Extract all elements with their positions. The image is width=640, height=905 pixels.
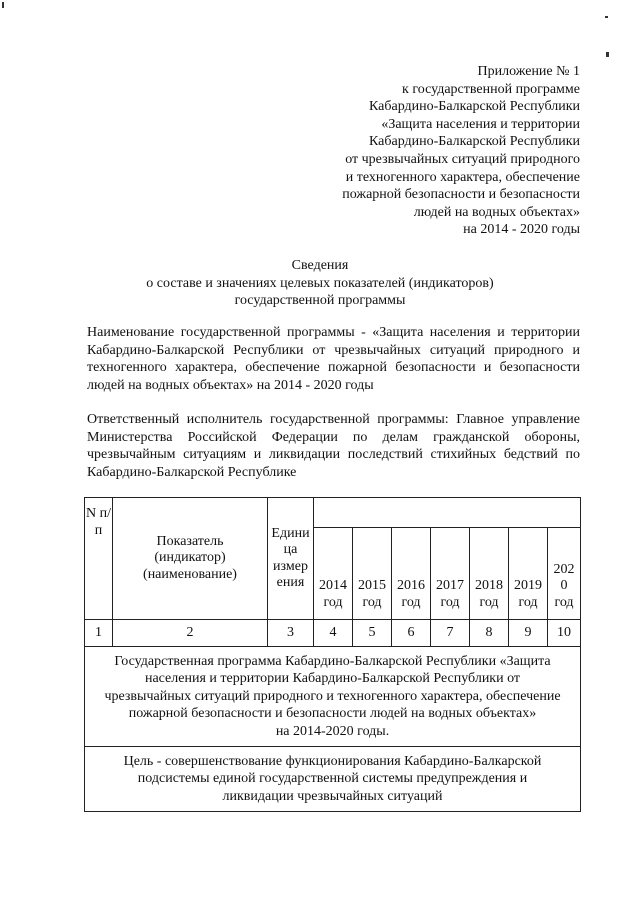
header-cell-indicator [113, 498, 268, 620]
goal-row [85, 747, 581, 812]
program-name-paragraph: Наименование государственной программы - «Защита населения и территории Кабардино-Балкарской Республики от чрезвычайных ситуаций природного и техногенного характера, обеспечение пожарной безопасности и безопасности людей на водных объектах» на 2014 - 2020 годы [87, 325, 580, 393]
indicators-table [84, 497, 581, 812]
year-value: 2015 [358, 578, 386, 593]
column-number: 4 [314, 620, 353, 647]
column-number: 5 [353, 620, 392, 647]
column-number: 2 [113, 620, 268, 647]
year-value: 2019 [514, 578, 542, 593]
document-subtitle-line: о составе и значениях целевых показателей (индикаторов) [146, 275, 494, 291]
annex-line: Приложение № 1 [477, 64, 580, 79]
column-number: 7 [431, 620, 470, 647]
scan-mark [605, 16, 608, 18]
column-number: 9 [509, 620, 548, 647]
header-unit-line: ца [283, 542, 298, 557]
header-year-cell [392, 528, 431, 620]
program-row-cell [85, 647, 581, 747]
header-cell-unit [268, 498, 314, 620]
annex-line: на 2014 - 2020 годы [463, 222, 580, 238]
header-indicator-line: (наименование) [143, 566, 237, 582]
annex-line: «Защита населения и территории [381, 116, 580, 132]
annex-header [280, 63, 580, 239]
header-cell-values-group [314, 498, 581, 528]
annex-line: Кабардино-Балкарской Республики [369, 99, 580, 115]
year-unit: год [440, 594, 460, 610]
document-title: Сведения [291, 258, 349, 273]
annex-line: людей на водных объектах» [413, 204, 580, 220]
header-year-cell [431, 528, 470, 620]
year-value: 2017 [436, 578, 464, 593]
year-value: 0 [560, 578, 568, 593]
header-year-cell [470, 528, 509, 620]
annex-line: от чрезвычайных ситуаций природного [345, 151, 580, 167]
year-value: 2016 [397, 578, 425, 593]
header-year-cell [509, 528, 548, 620]
program-row-line: на 2014-2020 годы. [275, 723, 390, 739]
column-number-row [85, 620, 581, 647]
column-number: 1 [85, 620, 113, 647]
header-unit-line: Едини [271, 525, 310, 541]
annex-line: к государственной программе [402, 81, 580, 97]
column-number: 3 [268, 620, 314, 647]
program-row-line: пожарной безопасности и безопасности людей на водных объектах» [128, 706, 537, 722]
year-value: 2014 [319, 578, 347, 593]
year-unit: год [479, 594, 499, 610]
year-unit: год [362, 594, 382, 610]
column-number: 10 [548, 620, 581, 647]
header-year-cell [548, 528, 581, 620]
program-row-line: чрезвычайных ситуаций природного и техногенного характера, обеспечение [104, 688, 561, 704]
executor-paragraph: Ответственный исполнитель государственной программы: Главное управление Министерства Российской Федерации по делам гражданской обороны, чрезвычайным ситуациям и ликвидации последствий стихийных бедствий по Кабардино-Балкарской Республике [87, 412, 580, 480]
scan-mark [606, 52, 609, 57]
annex-line: Кабардино-Балкарской Республики [369, 134, 580, 150]
year-unit: год [518, 594, 538, 610]
program-row-line: населения и территории Кабардино-Балкарской Республики от [144, 671, 521, 687]
program-row [85, 647, 581, 747]
program-row-line: Государственная программа Кабардино-Балкарской Республики «Защита [114, 654, 551, 669]
header-indicator-line: (индикатор) [154, 550, 226, 566]
year-unit: год [554, 594, 574, 610]
scan-mark [2, 2, 4, 8]
column-number: 6 [392, 620, 431, 647]
header-unit-line: измер [273, 558, 308, 574]
goal-row-cell [85, 747, 581, 812]
document-subtitle-line: государственной программы [234, 293, 406, 309]
goal-row-line: ликвидации чрезвычайных ситуаций [222, 788, 443, 804]
goal-row-line: Цель - совершенствование функционирования Кабардино-Балкарской [123, 754, 542, 770]
annex-line: пожарной безопасности и безопасности [342, 187, 580, 203]
header-year-cell [314, 528, 353, 620]
goal-row-line: подсистемы единой государственной системы предупреждения и [137, 771, 528, 787]
year-unit: год [323, 594, 343, 610]
column-number: 8 [470, 620, 509, 647]
header-year-cell [353, 528, 392, 620]
header-cell-number: N п/п [85, 498, 113, 620]
year-value: 2018 [475, 578, 503, 593]
annex-line: и техногенного характера, обеспечение [345, 169, 580, 185]
document-heading [0, 257, 640, 310]
year-value: 202 [553, 561, 575, 577]
header-indicator-line: Показатель [156, 533, 224, 549]
header-unit-line: ения [276, 575, 305, 590]
year-unit: год [401, 594, 421, 610]
